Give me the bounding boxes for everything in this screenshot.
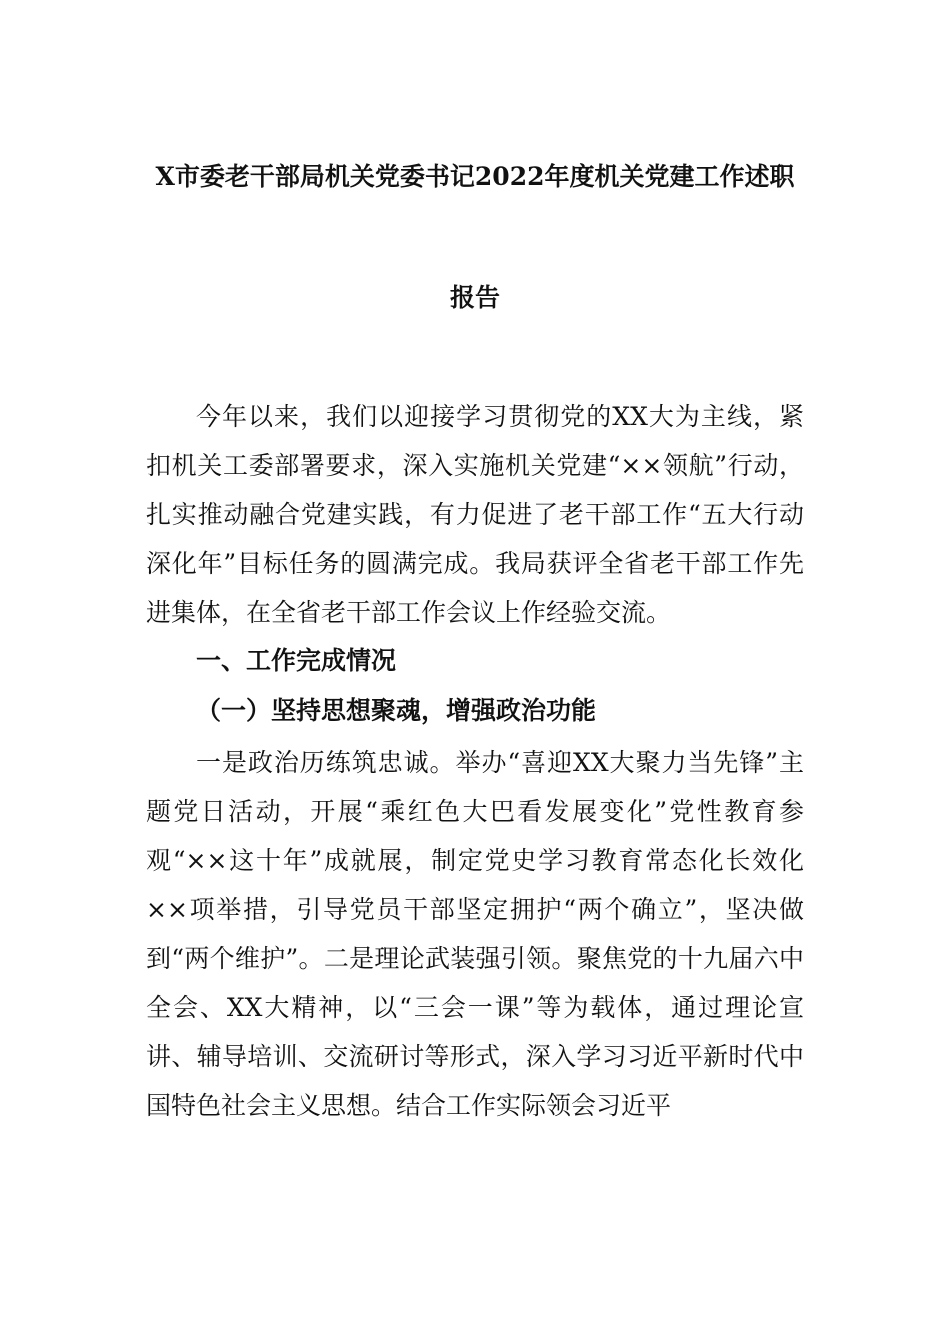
document-title-line-2: 报告 [449,283,500,312]
document-title-line-1: X市委老干部局机关党委书记2022年度机关党建工作述职 [155,162,795,191]
subsection-heading: （一）坚持思想聚魂，增强政治功能 [196,696,597,725]
section-heading: 一、工作完成情况 [196,646,397,675]
body-paragraph: 一是政治历练筑忠诚。举办“喜迎XX大聚力当先锋”主题党日活动，开展“乘红色大巴看发展变化”党性教育参观“××这十年”成就展，制定党史学习教育常态化长效化××项举措，引导党员干部坚定拥护“两个确立”，坚决做到“两个维护”。二是理论武装强引领。聚焦党的十九届六中全会、XX大精神，以“三会一课”等为载体，通过理论宣讲、辅导培训、交流研讨等形式，深入学习习近平新时代中国特色社会主义思想。结合工作实际领会习近平 [146,748,804,1120]
intro-paragraph: 今年以来，我们以迎接学习贯彻党的XX大为主线，紧扣机关工委部署要求，深入实施机关党建“××领航”行动，扎实推动融合党建实践，有力促进了老干部工作“五大行动深化年”目标任务的圆满完成。我局获评全省老干部工作先进集体，在全省老干部工作会议上作经验交流。 [146,402,804,627]
